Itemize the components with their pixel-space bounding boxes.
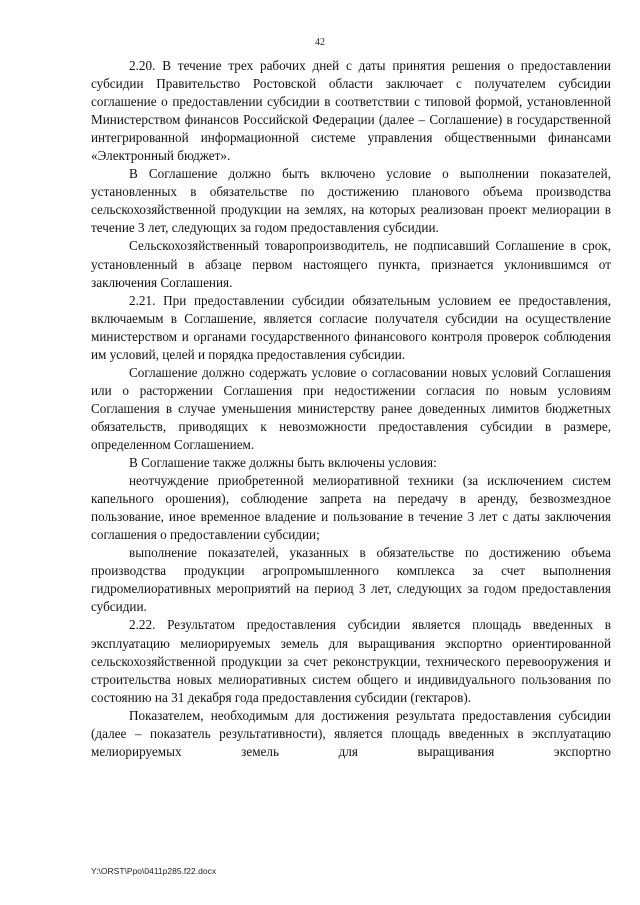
paragraph-condition-equipment: неотчуждение приобретенной мелиоративной техники (за исключением систем капельного орошения), соблюдение запрета на передачу в аренду, безвозмездное пользование, иное временное владение и пользование в течение 3 лет с даты заключения соглашения о предоставлении субсидии; [91,473,611,543]
page-number: 42 [315,37,325,48]
paragraph-refusal: Сельскохозяйственный товаропроизводитель, не подписавший Соглашение в срок, установленный в абзаце первом настоящего пункта, признается уклонившимся от заключения Соглашения. [91,238,611,290]
paragraph-2-22: 2.22. Результатом предоставления субсидии является площадь введенных в эксплуатацию мелиорируемых земель для выращивания экспортно ориентированной сельскохозяйственной продукции за счет реконструкции, технического перевооружения и строительства новых мелиоративных систем общего и индивидуального пользования по состоянию на 31 декабря года предоставления субсидии (гектаров). [91,617,611,705]
paragraph-2-21: 2.21. При предоставлении субсидии обязательным условием ее предоставления, включаемым в Соглашение, является согласие получателя субсидии на осуществление министерством и органами государственного финансового контроля проверок соблюдения им условий, целей и порядка предоставления субсидии. [91,292,611,362]
footer-file-path: Y:\ORST\Ppo\0411p285.f22.docx [91,866,217,876]
paragraph-indicator: Показателем, необходимым для достижения результата предоставления субсидии (далее – показатель результативности), является площадь введенных в эксплуатацию мелиорируемых земель для выращивания экспортно [91,707,611,759]
paragraph-2-20: 2.20. В течение трех рабочих дней с даты принятия решения о предоставлении субсидии Правительство Ростовской области заключает с получателем субсидии соглашение о предоставлении субсидии в соответствии с типовой формой, установленной Министерством финансов Российской Федерации (далее – Соглашение) в государственной интегрированной информационной системе управления общественными финансами «Электронный бюджет». [91,58,611,164]
paragraph-conditions-intro: В Соглашение также должны быть включены условия: [129,455,437,471]
paragraph-agreement-condition: В Соглашение должно быть включено условие о выполнении показателей, установленных в обязательстве по достижению планового объема производства сельскохозяйственной продукции на землях, на которых реализован проект мелиорации в течение 3 лет, следующих за годом предоставления субсидии. [91,166,611,236]
paragraph-condition-indicators: выполнение показателей, указанных в обязательстве по достижению объема производства продукции агропромышленного комплекса за счет выполнения гидромелиоративных мероприятий на период 3 лет, следующих за годом предоставления субсидии. [91,545,611,615]
paragraph-new-conditions: Соглашение должно содержать условие о согласовании новых условий Соглашения или о расторжении Соглашения при недостижении согласия по новым условиям Соглашения в случае уменьшения министерству ранее доведенных лимитов бюджетных обязательств, приводящих к невозможности предоставления субсидии в размере, определенном Соглашением. [91,364,611,452]
document-body [91,57,611,761]
